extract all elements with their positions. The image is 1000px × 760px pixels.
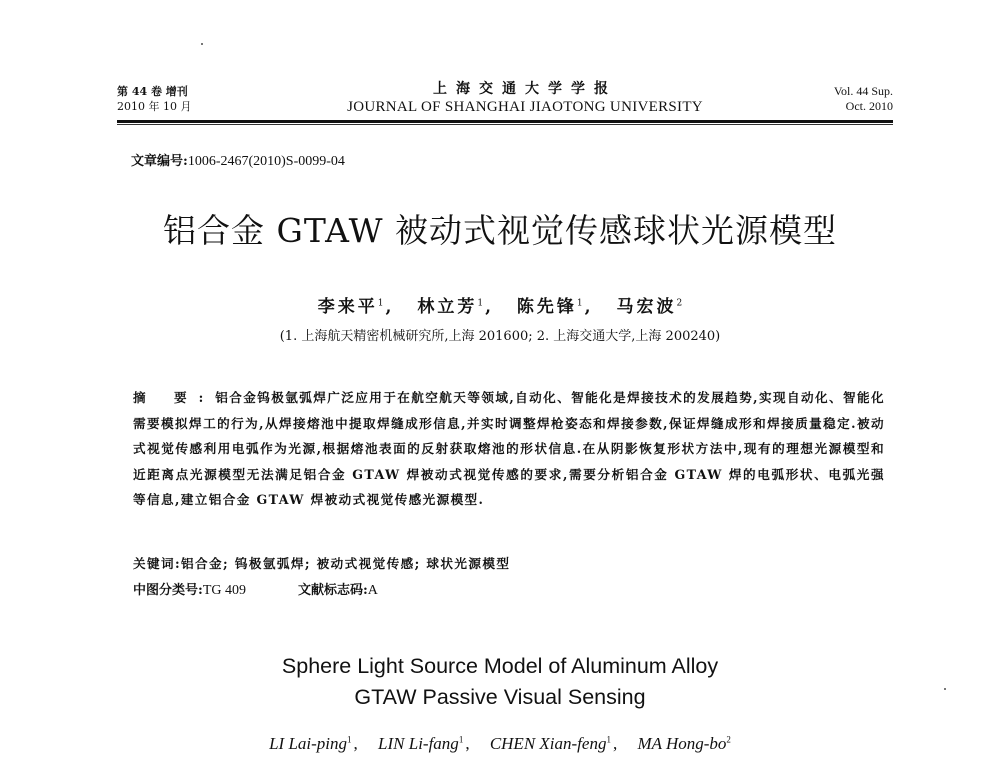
doc-code-value: A (367, 583, 378, 598)
paper-title-en (0, 651, 1000, 713)
keywords-text: 铝合金; 钨极氩弧焊; 被动式视觉传感; 球状光源模型 (181, 556, 511, 571)
author-list-cn (0, 292, 1000, 317)
doc-code-label: 文献标志码: (297, 583, 368, 598)
title-en-line2: GTAW Passive Visual Sensing (354, 685, 646, 709)
author-en: LI Lai-ping (269, 734, 348, 753)
author-cn: 林立芳 (417, 297, 478, 317)
title-en-line1: Sphere Light Source Model of Aluminum Alloy (281, 654, 719, 678)
author-affil-sup: 1 (576, 298, 583, 309)
author-separator: , (584, 297, 594, 317)
article-number (131, 150, 345, 170)
author-cn: 马宏波 (616, 297, 677, 317)
journal-name-en: JOURNAL OF SHANGHAI JIAOTONG UNIVERSITY (347, 99, 703, 115)
author-separator: , (385, 297, 395, 317)
header-rule-thin (117, 124, 893, 125)
journal-name-cn: 上海交通大学学报 (433, 81, 617, 97)
author-cn: 陈先锋 (516, 297, 577, 317)
classification-info (133, 579, 378, 599)
author-en: MA Hong-bo (637, 734, 727, 753)
paper-title-cn: 铝合金 GTAW 被动式视觉传感球状光源模型 (163, 211, 837, 250)
author-affil-sup: 1 (477, 298, 484, 309)
author-en: LIN Li-fang (378, 734, 459, 753)
author-list-en (0, 734, 1000, 754)
journal-volume-info (834, 84, 893, 114)
author-separator: , (465, 734, 470, 753)
author-cn: 李来平 (317, 297, 378, 317)
article-number-value: 1006-2467(2010)S-0099-04 (187, 154, 345, 169)
keywords-label: 关键词: (133, 556, 182, 571)
clc-value: TG 409 (202, 583, 246, 598)
author-separator: , (485, 297, 494, 317)
author-affil-sup: 1 (347, 734, 352, 745)
author-affil-sup: 2 (676, 298, 683, 309)
article-number-label: 文章编号: (131, 154, 188, 169)
volume-label: 第 44 卷 增刊 (117, 85, 188, 98)
abstract-text: 铝合金钨极氩弧焊广泛应用于在航空航天等领域,自动化、智能化是焊接技术的发展趋势,实现自动化、智能化需要模拟焊工的行为,从焊接熔池中提取焊缝成形信息,并实时调整焊枪姿态和焊接参数,保证焊缝成形和焊接质量稳定.被动式视觉传感利用电弧作为光源,根据熔池表面的反射获取熔池的形状信息.在从阴影恢复形状方法中,现有的理想光源模型和近距离点光源模型无法满足铝合金 GTAW 焊被动式视觉传感的要求,需要分析铝合金 GTAW 焊的电弧形状、电弧光强等信息,建立铝合金 GTAW 焊被动式视觉传感光源模型. (133, 390, 885, 507)
author-affil-sup: 1 (458, 734, 464, 745)
author-separator: , (612, 734, 618, 753)
author-affil-sup: 1 (606, 734, 611, 745)
journal-issue-info (117, 84, 191, 114)
keywords-cn (133, 553, 510, 572)
author-en: CHEN Xian-feng (489, 734, 607, 753)
scan-speck (201, 43, 203, 45)
journal-name (300, 80, 750, 116)
date-en: Oct. 2010 (845, 99, 893, 113)
author-affil-sup: 1 (377, 298, 384, 309)
issue-date: 2010 年 10 月 (117, 100, 192, 113)
volume-en: Vol. 44 Sup. (833, 84, 893, 98)
author-affil-sup: 2 (726, 734, 731, 745)
abstract-cn (133, 385, 885, 513)
affiliations-cn: (1. 上海航天精密机械研究所,上海 201600; 2. 上海交通大学,上海 200240) (279, 329, 721, 344)
clc-label: 中图分类号: (133, 583, 203, 598)
scan-speck (944, 688, 946, 690)
header-rule (117, 120, 893, 123)
abstract-label: 摘 要: (133, 390, 216, 405)
author-separator: , (353, 734, 358, 753)
